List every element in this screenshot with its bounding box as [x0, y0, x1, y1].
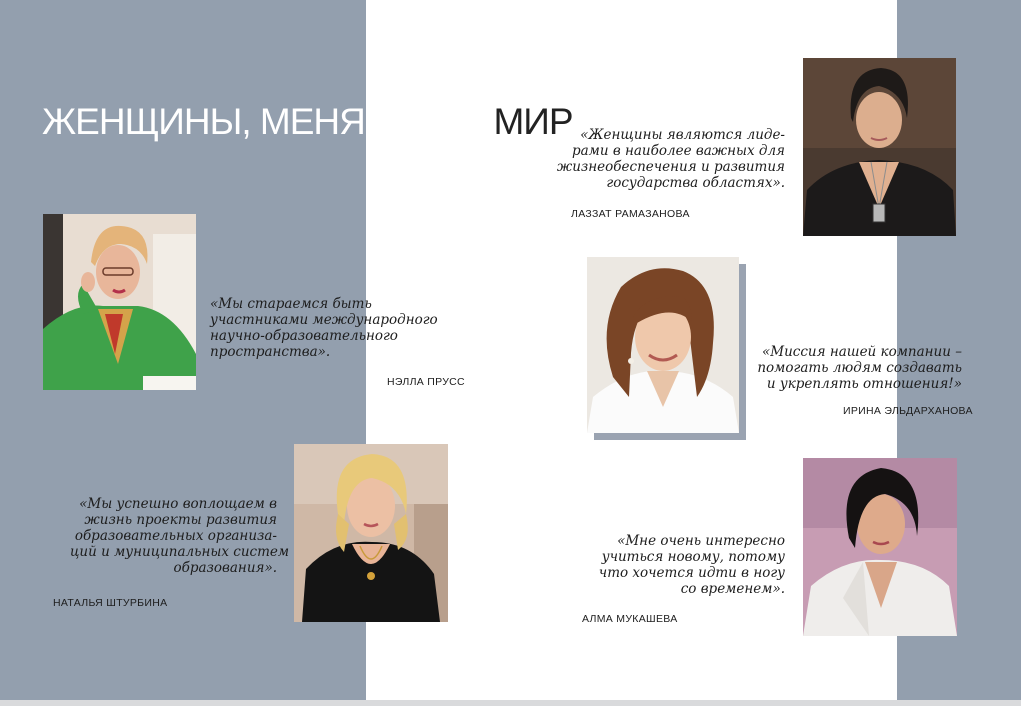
quote-line: государства областях». [606, 175, 785, 191]
portrait-alma-mukasheva [803, 458, 957, 636]
quote-line: жизнь проекты развития [84, 512, 277, 528]
name-lazzat-ramazanova: ЛАЗЗАТ РАМАЗАНОВА [571, 208, 690, 220]
quote-line: жизнеобеспечения и развития [556, 159, 785, 175]
quote-line: «Мы успешно воплощаем в [79, 496, 277, 512]
quote-line: учиться новому, потому [601, 549, 785, 565]
title-part-white: ЖЕНЩИНЫ, МЕНЯЮЩИЕ [42, 100, 485, 142]
quote-alma-mukasheva [580, 533, 785, 597]
quote-line: участниками международного [210, 312, 438, 328]
title-part-dark: МИР [484, 100, 573, 142]
portrait-lazzat-ramazanova [803, 58, 956, 236]
quote-line: «Женщины являются лиде- [580, 127, 785, 143]
quote-line: образования». [173, 560, 277, 576]
name-nella-pruss: НЭЛЛА ПРУСС [387, 376, 465, 388]
quote-irina-eldarkhanova [742, 344, 962, 392]
quote-line: пространства». [210, 344, 331, 360]
quote-line: ций и муниципальных систем [70, 544, 290, 560]
portrait-natalya-shturbina [294, 444, 448, 622]
quote-line: «Мне очень интересно [617, 533, 785, 549]
bottom-strip [0, 700, 1021, 706]
name-natalya-shturbina: НАТАЛЬЯ ШТУРБИНА [53, 597, 168, 609]
quote-line: «Миссия нашей компании – [762, 344, 962, 360]
page-title [42, 101, 573, 143]
quote-lazzat-ramazanova [556, 127, 785, 191]
quote-line: и укреплять отношения!» [766, 376, 962, 392]
portrait-irina-eldarkhanova [587, 257, 739, 433]
quote-nella-pruss [210, 296, 438, 360]
quote-line: со временем». [680, 581, 785, 597]
quote-line: рами в наиболее важных для [571, 143, 785, 159]
name-alma-mukasheva: АЛМА МУКАШЕВА [582, 613, 678, 625]
quote-line: образовательных организа- [74, 528, 277, 544]
quote-line: «Мы стараемся быть [210, 296, 372, 312]
quote-natalya-shturbina [70, 496, 290, 576]
name-irina-eldarkhanova: ИРИНА ЭЛЬДАРХАНОВА [843, 405, 973, 417]
quote-line: что хочется идти в ногу [598, 565, 785, 581]
portrait-nella-pruss [43, 214, 196, 390]
quote-line: помогать людям создавать [757, 360, 962, 376]
quote-line: научно-образовательного [210, 328, 398, 344]
